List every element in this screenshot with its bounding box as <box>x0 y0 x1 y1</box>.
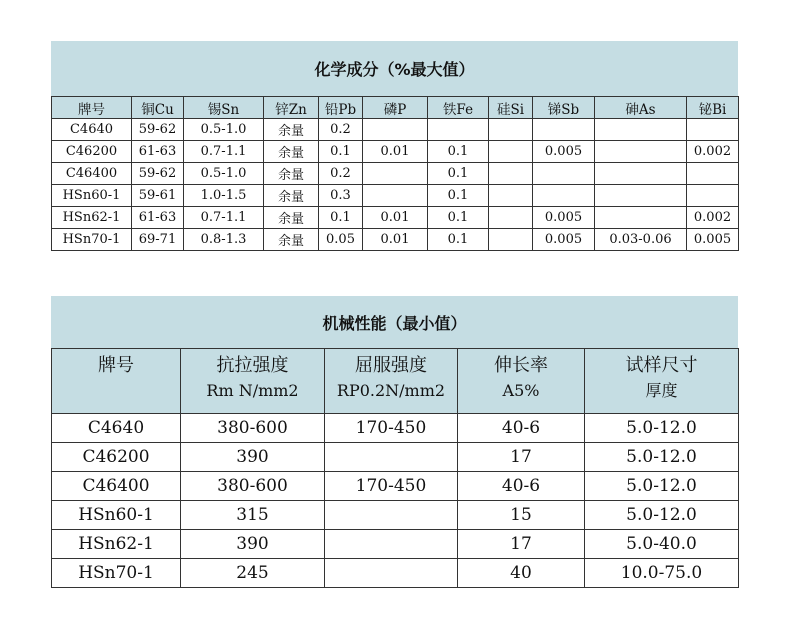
chem-cell: 0.005 <box>687 229 739 251</box>
mech-cell: 5.0-12.0 <box>585 472 739 501</box>
chem-cell: 余量 <box>264 119 319 141</box>
chem-cell: C46400 <box>52 163 132 185</box>
chem-cell: 0.1 <box>319 141 363 163</box>
chem-cell: 0.7-1.1 <box>184 141 264 163</box>
mech-cell <box>325 443 458 472</box>
chem-cell <box>595 163 687 185</box>
chem-cell: 0.1 <box>428 207 489 229</box>
chem-cell <box>489 141 533 163</box>
mech-row <box>52 501 739 530</box>
chem-cell: HSn70-1 <box>52 229 132 251</box>
chem-cell: 1.0-1.5 <box>184 185 264 207</box>
chem-header-cell: 锌Zn <box>264 97 319 119</box>
mech-row <box>52 559 739 588</box>
chem-cell: 61-63 <box>132 141 184 163</box>
chem-cell: 0.3 <box>319 185 363 207</box>
mech-body <box>52 414 739 588</box>
chem-cell <box>428 119 489 141</box>
chem-cell: 余量 <box>264 185 319 207</box>
chem-cell <box>595 141 687 163</box>
mech-cell: 170-450 <box>325 414 458 443</box>
mech-header-cell <box>181 349 325 414</box>
chem-cell: C46200 <box>52 141 132 163</box>
mech-header-cell <box>52 349 181 414</box>
chem-cell: 0.5-1.0 <box>184 163 264 185</box>
chem-cell <box>533 163 595 185</box>
chem-cell: 0.005 <box>533 207 595 229</box>
chem-cell: 0.01 <box>363 207 428 229</box>
mech-header-line2: Rm N/mm2 <box>206 381 299 400</box>
mech-header-line2: 厚度 <box>645 381 678 400</box>
chem-header-cell: 铜Cu <box>132 97 184 119</box>
chem-cell <box>687 185 739 207</box>
mech-cell: 5.0-40.0 <box>585 530 739 559</box>
chem-header-cell: 硅Si <box>489 97 533 119</box>
chem-row <box>52 185 739 207</box>
chem-header-cell: 磷P <box>363 97 428 119</box>
chem-cell <box>687 163 739 185</box>
mech-cell: 40 <box>458 559 585 588</box>
mech-header-line2: A5% <box>502 381 540 400</box>
chemical-composition-title: 化学成分（%最大值） <box>51 41 738 96</box>
chem-header-cell: 砷As <box>595 97 687 119</box>
chem-header-cell: 铁Fe <box>428 97 489 119</box>
chem-cell <box>595 119 687 141</box>
chem-header-cell: 锑Sb <box>533 97 595 119</box>
chem-row <box>52 207 739 229</box>
mech-header-cell <box>585 349 739 414</box>
mech-cell: 170-450 <box>325 472 458 501</box>
mech-cell: 17 <box>458 443 585 472</box>
chem-cell <box>595 185 687 207</box>
chem-cell <box>687 119 739 141</box>
chem-header-cell: 牌号 <box>52 97 132 119</box>
chem-cell: 余量 <box>264 207 319 229</box>
mech-cell: 10.0-75.0 <box>585 559 739 588</box>
chem-cell: 0.005 <box>533 141 595 163</box>
mech-cell <box>325 530 458 559</box>
chem-cell: 0.1 <box>319 207 363 229</box>
mech-cell: 5.0-12.0 <box>585 443 739 472</box>
chemical-composition-table <box>51 96 739 251</box>
chem-cell: 余量 <box>264 229 319 251</box>
chem-cell: 0.1 <box>428 229 489 251</box>
mech-cell: 15 <box>458 501 585 530</box>
mech-cell: 40-6 <box>458 414 585 443</box>
mech-row <box>52 414 739 443</box>
chem-cell: 0.01 <box>363 141 428 163</box>
mech-cell: 390 <box>181 530 325 559</box>
chem-cell: 0.002 <box>687 141 739 163</box>
mech-header-line2: RP0.2N/mm2 <box>336 381 446 400</box>
chem-cell: 0.2 <box>319 119 363 141</box>
chem-cell <box>489 207 533 229</box>
chem-cell: 0.05 <box>319 229 363 251</box>
mech-cell: 17 <box>458 530 585 559</box>
mech-cell: 380-600 <box>181 472 325 501</box>
chem-cell: 59-62 <box>132 119 184 141</box>
chem-cell: 0.03-0.06 <box>595 229 687 251</box>
chem-cell <box>489 163 533 185</box>
mech-cell: 245 <box>181 559 325 588</box>
mechanical-properties-table <box>51 348 739 588</box>
mech-cell: 315 <box>181 501 325 530</box>
chem-cell: HSn60-1 <box>52 185 132 207</box>
chem-cell: 59-62 <box>132 163 184 185</box>
chem-cell: 0.01 <box>363 229 428 251</box>
mech-header-cell <box>325 349 458 414</box>
chem-cell: 0.1 <box>428 163 489 185</box>
mech-cell <box>325 501 458 530</box>
chem-cell: HSn62-1 <box>52 207 132 229</box>
chem-cell: 59-61 <box>132 185 184 207</box>
mech-cell: HSn62-1 <box>52 530 181 559</box>
chem-cell: 0.8-1.3 <box>184 229 264 251</box>
chem-cell: 61-63 <box>132 207 184 229</box>
chem-cell: 余量 <box>264 141 319 163</box>
mech-cell: 5.0-12.0 <box>585 501 739 530</box>
chem-header-cell: 铋Bi <box>687 97 739 119</box>
mech-cell: 380-600 <box>181 414 325 443</box>
chem-body <box>52 119 739 251</box>
mech-header-line1: 伸长率 <box>494 355 548 376</box>
chem-cell <box>595 207 687 229</box>
chem-cell: 0.002 <box>687 207 739 229</box>
mech-cell: 5.0-12.0 <box>585 414 739 443</box>
mech-cell: C46400 <box>52 472 181 501</box>
mech-header-line1: 试样尺寸 <box>625 355 698 376</box>
mech-cell: 390 <box>181 443 325 472</box>
chem-header-row <box>52 97 739 119</box>
mech-cell <box>325 559 458 588</box>
chem-cell: 0.005 <box>533 229 595 251</box>
mechanical-properties-title: 机械性能（最小值） <box>51 296 738 348</box>
chem-cell <box>489 119 533 141</box>
chem-header-cell: 铅Pb <box>319 97 363 119</box>
mech-cell: C46200 <box>52 443 181 472</box>
chem-cell: C4640 <box>52 119 132 141</box>
mech-cell: C4640 <box>52 414 181 443</box>
mech-row <box>52 472 739 501</box>
chem-cell <box>363 163 428 185</box>
chem-cell: 0.1 <box>428 141 489 163</box>
mech-header-cell <box>458 349 585 414</box>
mech-header-line1: 牌号 <box>98 355 134 376</box>
mech-header-row <box>52 349 739 414</box>
mech-cell: HSn60-1 <box>52 501 181 530</box>
mech-cell: HSn70-1 <box>52 559 181 588</box>
chem-cell: 0.2 <box>319 163 363 185</box>
chem-cell: 0.7-1.1 <box>184 207 264 229</box>
chem-cell: 0.5-1.0 <box>184 119 264 141</box>
chem-cell <box>533 185 595 207</box>
chem-cell <box>489 185 533 207</box>
chem-cell <box>489 229 533 251</box>
mech-header-line1: 抗拉强度 <box>216 355 289 376</box>
chem-cell <box>533 119 595 141</box>
mech-row <box>52 443 739 472</box>
chem-cell: 0.1 <box>428 185 489 207</box>
chem-row <box>52 229 739 251</box>
mech-row <box>52 530 739 559</box>
chem-row <box>52 163 739 185</box>
chem-header-cell: 锡Sn <box>184 97 264 119</box>
mech-cell: 40-6 <box>458 472 585 501</box>
chem-cell: 余量 <box>264 163 319 185</box>
chem-cell: 69-71 <box>132 229 184 251</box>
chem-cell <box>363 185 428 207</box>
chem-cell <box>363 119 428 141</box>
chem-row <box>52 141 739 163</box>
chem-row <box>52 119 739 141</box>
mech-header-line1: 屈服强度 <box>355 355 427 376</box>
